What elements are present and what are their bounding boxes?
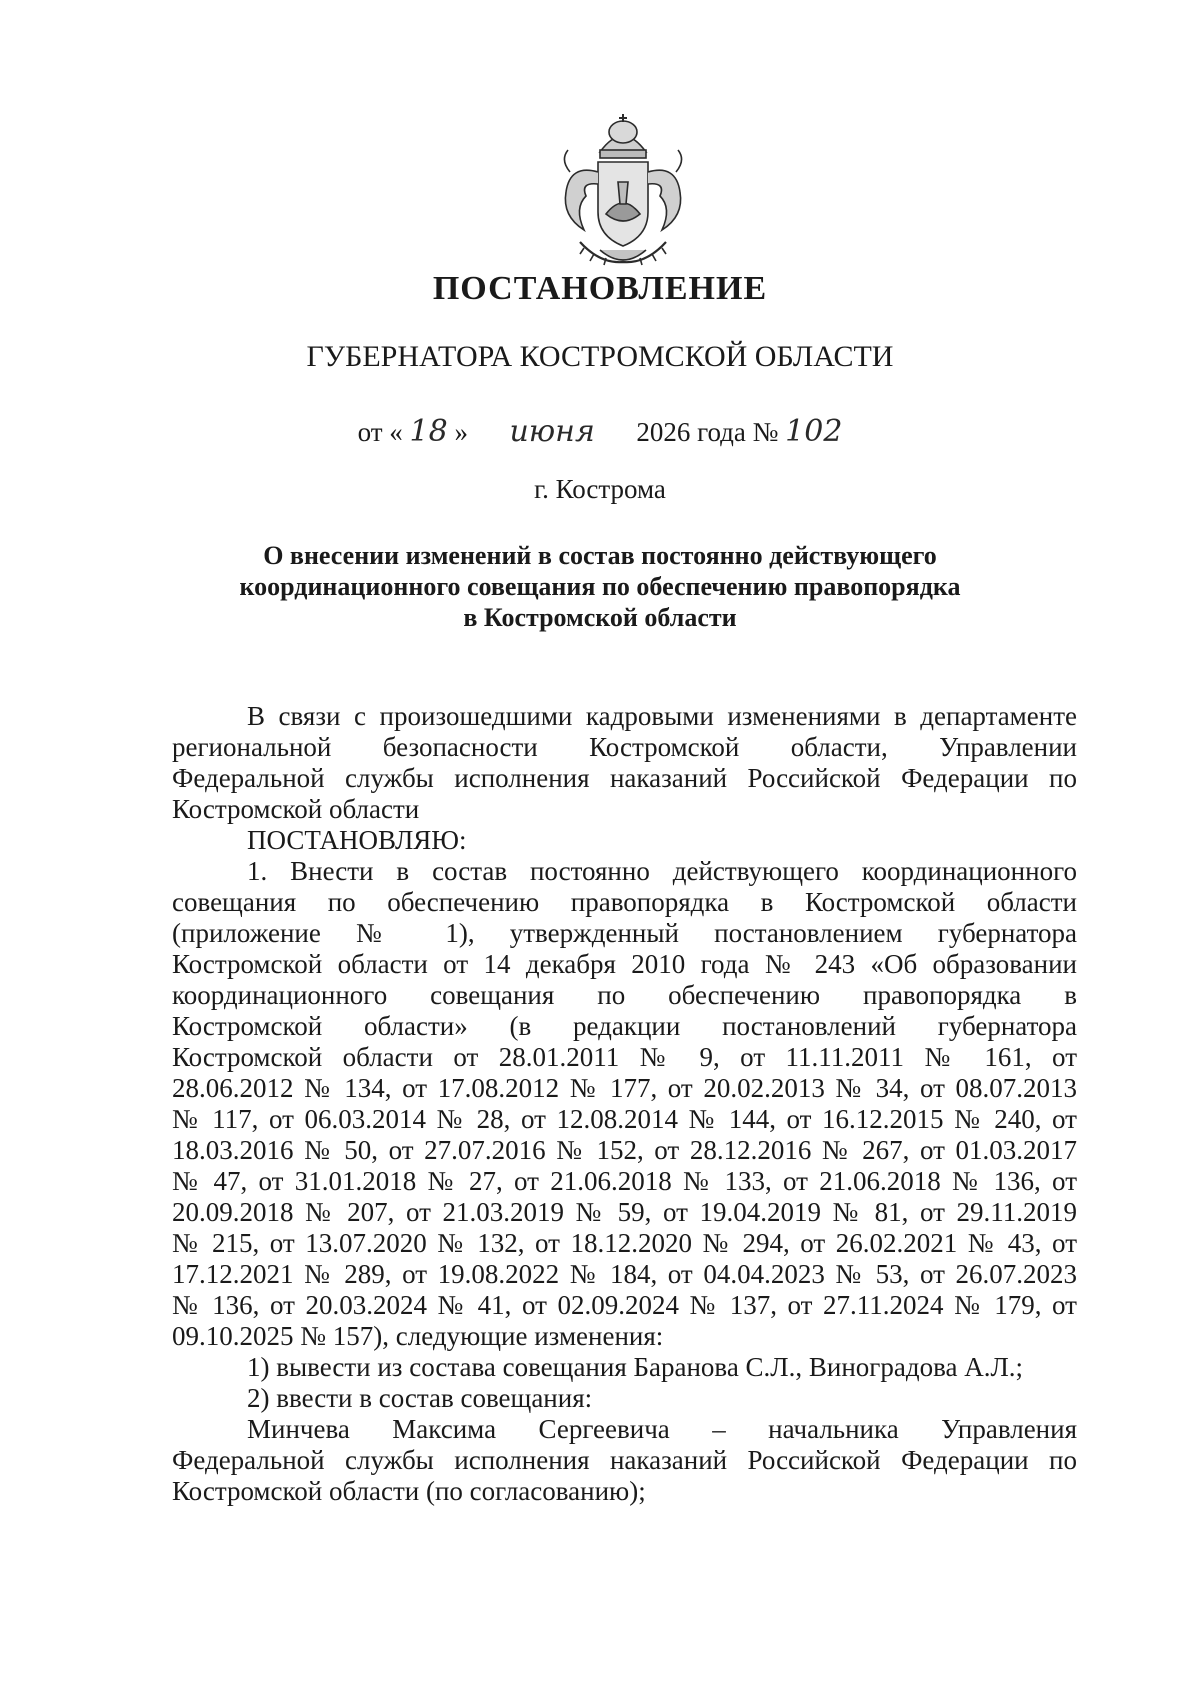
body-line: Костромской области (по согласованию); (172, 1476, 646, 1506)
body-line: № 136, от 20.03.2024 № 41, от 02.09.2024 № 137, от 27.11.2024 № 179, от (172, 1290, 1077, 1320)
body-line: № 47, от 31.01.2018 № 27, от 21.06.2018 № 133, от 21.06.2018 № 136, от (172, 1166, 1077, 1196)
document-body (172, 701, 1077, 1507)
city-line: г. Кострома (534, 474, 666, 504)
body-line: (приложение № 1), утвержденный постановлением губернатора (172, 918, 1077, 948)
body-line: 17.12.2021 № 289, от 19.08.2022 № 184, от 04.04.2023 № 53, от 26.07.2023 (172, 1259, 1077, 1289)
title-line: О внесении изменений в состав постоянно действующего (263, 541, 937, 570)
date-line (0, 414, 1200, 449)
document-title (0, 540, 1200, 633)
body-line: 18.03.2016 № 50, от 27.07.2016 № 152, от 28.12.2016 № 267, от 01.03.2017 (172, 1135, 1077, 1165)
body-line: 2) ввести в состав совещания: (247, 1383, 593, 1413)
coat-of-arms-emblem-icon (540, 112, 706, 274)
body-line: Костромской области (172, 794, 420, 824)
document-type-heading: ПОСТАНОВЛЕНИЕ (432, 270, 768, 307)
title-line: координационного совещания по обеспечению правопорядка (239, 572, 961, 601)
body-line: совещания по обеспечению правопорядка в Костромской области (172, 887, 1077, 917)
body-line: № 117, от 06.03.2014 № 28, от 12.08.2014 № 144, от 16.12.2015 № 240, от (172, 1104, 1077, 1134)
document-number-handwritten: 102 (785, 414, 843, 449)
body-line: Костромской области от 28.01.2011 № 9, от 11.11.2011 № 161, от (172, 1042, 1077, 1072)
body-line: 1. Внести в состав постоянно действующего координационного (247, 856, 1077, 886)
body-line: № 215, от 13.07.2020 № 132, от 18.12.2020 № 294, от 26.02.2021 № 43, от (172, 1228, 1077, 1258)
body-line: Федеральной службы исполнения наказаний Российской Федерации по (172, 1445, 1077, 1475)
date-year-text: 2026 года № (636, 417, 779, 447)
body-line: Федеральной службы исполнения наказаний Российской Федерации по (172, 763, 1077, 793)
issuer-heading: ГУБЕРНАТОРА КОСТРОМСКОЙ ОБЛАСТИ (306, 340, 894, 373)
body-line: 20.09.2018 № 207, от 21.03.2019 № 59, от 19.04.2019 № 81, от 29.11.2019 (172, 1197, 1077, 1227)
body-line: Минчева Максима Сергеевича – начальника Управления (247, 1414, 1077, 1444)
body-line: региональной безопасности Костромской области, Управлении (172, 732, 1077, 762)
date-close-quote: » (454, 417, 468, 447)
body-line: 09.10.2025 № 157), следующие изменения: (172, 1321, 664, 1351)
body-line: В связи с произошедшими кадровыми изменениями в департаменте (247, 701, 1077, 731)
body-line: Костромской области от 14 декабря 2010 года № 243 «Об образовании (172, 949, 1077, 979)
body-line: координационного совещания по обеспечению правопорядка в (172, 980, 1077, 1010)
title-line: в Костромской области (463, 603, 737, 632)
body-line: 1) вывести из состава совещания Баранова С.Л., Виноградова А.Л.; (247, 1352, 1024, 1382)
body-line: Костромской области» (в редакции постановлений губернатора (172, 1011, 1077, 1041)
date-prefix: от « (357, 417, 403, 447)
date-day-handwritten: 18 (409, 414, 448, 449)
date-month-handwritten: июня (509, 414, 595, 449)
body-line: 28.06.2012 № 134, от 17.08.2012 № 177, от 20.02.2013 № 34, от 08.07.2013 (172, 1073, 1077, 1103)
resolve-line: ПОСТАНОВЛЯЮ: (247, 825, 467, 855)
